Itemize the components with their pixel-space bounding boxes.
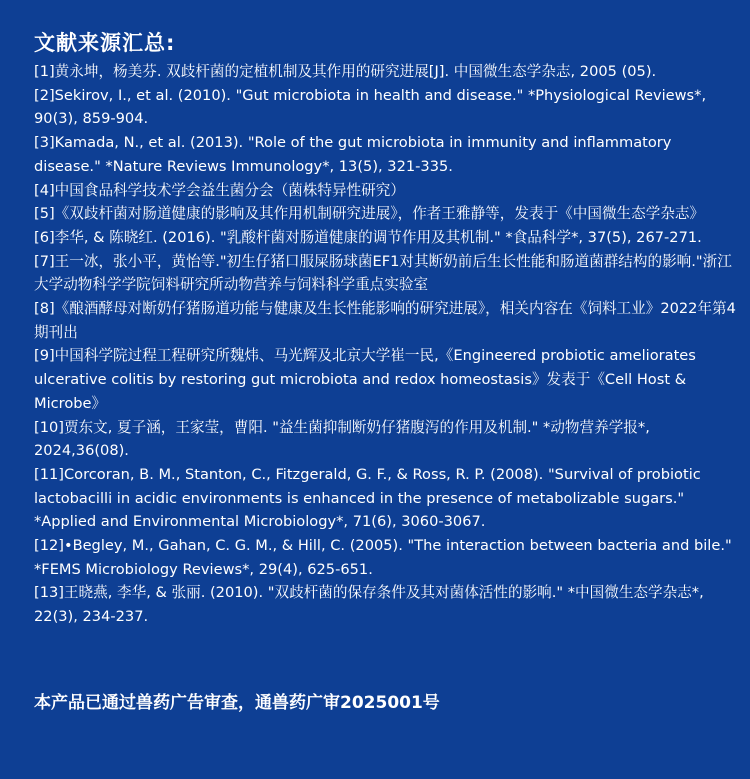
reference-item: [12]•Begley, M., Gahan, C. G. M., & Hill, C. (2005). "The interaction between bacteria and bile." *FEMS Microbiology Reviews*, 29(4), 625-651. [34,537,732,578]
reference-item: [1]黄永坤，杨美芬. 双歧杆菌的定植机制及其作用的研究进展[J]. 中国微生态学杂志, 2005 (05). [34,63,657,80]
section-title: 文献来源汇总: [34,31,176,55]
reference-item: [10]贾东文, 夏子涵，王家莹，曹阳. "益生菌抑制断奶仔猪腹泻的作用及机制." *动物营养学报*, 2024,36(08). [34,418,650,460]
reference-item: [5]《双歧杆菌对肠道健康的影响及其作用机制研究进展》，作者王雅静等，发表于《中国微生态学杂志》 [34,205,705,223]
reference-item: [4]中国食品科学技术学会益生菌分会（菌株特异性研究） [34,181,405,199]
reference-item: [9]中国科学院过程工程研究所魏炜、马光辉及北京大学崔一民,《Engineered probiotic ameliorates ulcerative colitis by restoring gut microbiota and redox homeostasis》发表于《Cell Host & Microbe》 [34,347,696,412]
reference-item: [3]Kamada, N., et al. (2013). "Role of the gut microbiota in immunity and inflammatory disease." *Nature Reviews Immunology*, 13(5), 321-335. [34,134,672,175]
reference-item: [2]Sekirov, I., et al. (2010). "Gut microbiota in health and disease." *Physiological Reviews*, 90(3), 859-904. [34,86,707,128]
ad-approval-notice: 本产品已通过兽药广告审查，通兽药广审2025001号 [34,693,440,713]
reference-item: [11]Corcoran, B. M., Stanton, C., Fitzgerald, G. F., & Ross, R. P. (2008). "Survival of probiotic lactobacilli in acidic environments is enhanced in the presence of metabolizable sugars." *Applied and Environmental Microbiology*, 71(6), 3060-3067. [34,465,701,531]
reference-item: [13]王晓燕, 李华, & 张丽. (2010). "双歧杆菌的保存条件及其对菌体活性的影响." *中国微生态学杂志*, 22(3), 234-237. [34,584,704,626]
reference-list [34,60,736,629]
reference-item: [6]李华, & 陈晓红. (2016). "乳酸杆菌对肠道健康的调节作用及其机制." *食品科学*, 37(5), 267-271. [34,228,702,246]
reference-item: [7]王一冰，张小平，黄怡等."初生仔猪口服屎肠球菌EF1对其断奶前后生长性能和肠道菌群结构的影响."浙江大学动物科学学院饲料研究所动物营养与饲料科学重点实验室 [34,252,732,294]
reference-item: [8]《酿酒酵母对断奶仔猪肠道功能与健康及生长性能影响的研究进展》，相关内容在《饲料工业》2022年第4期刊出 [34,300,736,341]
